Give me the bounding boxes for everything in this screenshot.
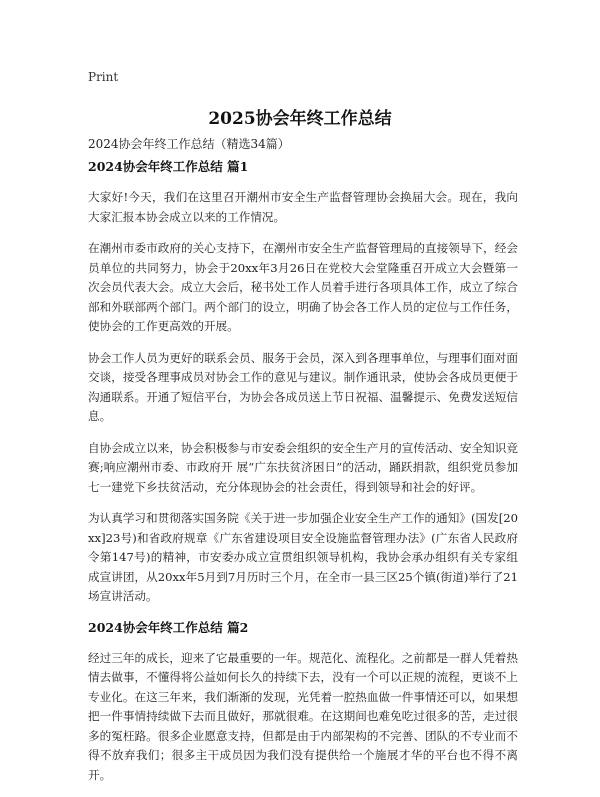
paragraph: 协会工作人员为更好的联系会员、服务于会员，深入到各理事单位，与理事们面对面交谈，接受各理事成员对协会工作的意见与建议。制作通讯录，使协会各成员更便于沟通联系。开通了短信平台，为协会各成员送上节日祝福、温馨提示、免费发送短信息。	[88, 350, 518, 423]
document-subtitle: 2024协会年终工作总结（精选34篇）	[88, 137, 290, 151]
paragraph: 经过三年的成长，迎来了它最重要的一年。规范化、流程化。之前都是一群人凭着热情去做事，不懂得将公益如何长久的持续下去，没有一个可以正规的流程，更谈不上专业化。在这三年来，我们渐渐的发现，光凭着一腔热血做一件事情还可以，如果想把一件事情持续做下去而且做好，那就很难。在这期间也难免吃过很多的苦，走过很多的冤枉路。很多企业愿意支持，但都是由于内部架构的不完善、团队的不专业而不得不放弃我们；很多主干成员因为我们没有提供给一个施展才华的平台也不得不离开。	[88, 650, 518, 782]
section-heading: 2024协会年终工作总结 篇2	[88, 619, 249, 635]
document-body	[88, 158, 518, 797]
paragraph: 为认真学习和贯彻落实国务院《关于进一步加强企业安全生产工作的通知》(国发[20xx]23号)和省政府规章《广东省建设项目安全设施监督管理办法》(广东省人民政府令第147号)的精神，市安委办成立宣贯组织领导机构，我协会承办组织有关专家组成宣讲团，从20xx年5月到7月历时三个月，在全市一县三区25个镇(街道)举行了21场宣讲活动。	[88, 511, 518, 603]
paragraph: 自协会成立以来，协会积极参与市安委会组织的安全生产月的宣传活动、安全知识竞赛;响应潮州市委、市政府开 展“广东扶贫济困日”的活动，踊跃捐款，组织党员参加七一建党下乡扶贫活动，充分体现协会的社会责任，得到领导和社会的好评。	[88, 440, 518, 494]
page-title: 2025协会年终工作总结	[208, 109, 392, 129]
paragraph: 大家好!今天，我们在这里召开潮州市安全生产监督管理协会换届大会。现在，我向大家汇报本协会成立以来的工作情况。	[88, 190, 518, 224]
paragraph: 在潮州市委市政府的关心支持下，在潮州市安全生产监督管理局的直接领导下，经会员单位的共同努力，协会于20xx年3月26日在党校大会堂隆重召开成立大会暨第一次会员代表大会。成立大会后，秘书处工作人员着手进行各项具体工作，成立了综合部和外联部两个部门。两个部门的设立，明确了协会各工作人员的定位与工作任务，使协会的工作更高效的开展。	[88, 241, 518, 333]
print-link[interactable]: Print	[88, 70, 119, 84]
section-heading: 2024协会年终工作总结 篇1	[88, 159, 249, 174]
